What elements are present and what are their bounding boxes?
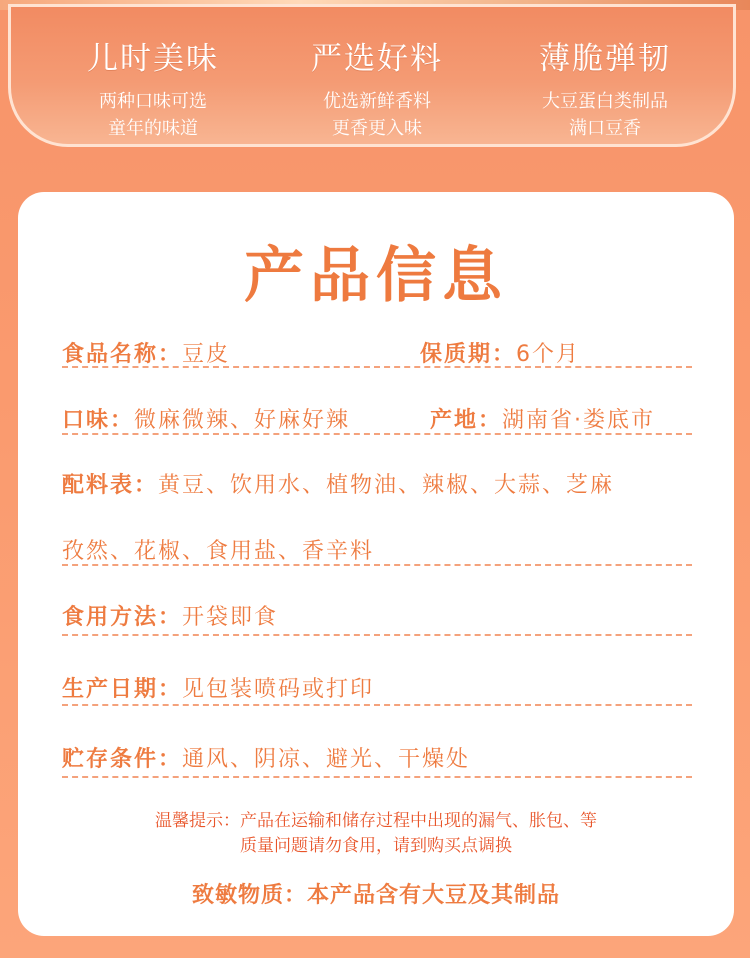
warm-tip-line-1: 温馨提示：产品在运输和储存过程中出现的漏气、胀包、等 (155, 811, 597, 831)
dashed-divider (62, 704, 692, 706)
flavor-label: 口味： (62, 408, 135, 433)
storage-value: 通风、阴凉、避光、干燥处 (182, 747, 471, 772)
feature-desc-line: 大豆蛋白类制品 (542, 91, 668, 112)
dashed-divider (62, 366, 692, 368)
shelf-life-label: 保质期： (420, 342, 517, 367)
food-name-field (62, 337, 230, 368)
feature-desc-line: 两种口味可选 (99, 91, 207, 112)
flavor-field (62, 403, 350, 434)
card-title: 产品信息 (244, 241, 508, 311)
feature-banner (8, 4, 736, 147)
feature-desc-line: 优选新鲜香料 (323, 91, 431, 112)
feature-thin-crispy (485, 7, 725, 142)
feature-desc-line: 更香更入味 (332, 118, 422, 139)
origin-field (430, 403, 655, 434)
ingredients-value: 黄豆、饮用水、植物油、辣椒、大蒜、芝麻 (158, 473, 615, 498)
feature-desc-line: 满口豆香 (569, 118, 641, 139)
feature-desc-line: 童年的味道 (108, 118, 198, 139)
product-info-card (18, 192, 734, 936)
production-date-label: 生产日期： (62, 677, 183, 702)
storage-label: 贮存条件： (62, 747, 183, 772)
origin-value: 湖南省·娄底市 (502, 408, 656, 433)
dashed-divider (62, 776, 692, 778)
flavor-value: 微麻微辣、好麻好辣 (134, 408, 351, 433)
food-name-label: 食品名称： (62, 342, 183, 367)
feature-selected-ingredients (257, 7, 497, 142)
production-date-value: 见包装喷码或打印 (182, 677, 375, 702)
shelf-life-field (420, 337, 580, 368)
dashed-divider (62, 433, 692, 435)
warm-tip-line-2: 质量问题请勿食用，请到购买点调换 (240, 836, 512, 856)
dashed-divider (62, 634, 692, 636)
usage-label: 食用方法： (62, 605, 183, 630)
ingredients-label: 配料表： (62, 473, 159, 498)
dashed-divider (62, 564, 692, 566)
origin-label: 产地： (430, 408, 503, 433)
food-name-value: 豆皮 (182, 342, 231, 367)
row-ingredients-cont (62, 534, 692, 565)
ingredients-value-cont: 孜然、花椒、食用盐、香辛料 (62, 539, 375, 564)
row-ingredients (62, 468, 692, 499)
shelf-life-value: 6个月 (516, 342, 581, 367)
feature-title: 严选好料 (311, 41, 443, 77)
row-usage (62, 600, 692, 631)
row-storage (62, 742, 692, 773)
allergen-notice: 致敏物质：本产品含有大豆及其制品 (191, 883, 560, 908)
row-production-date (62, 672, 692, 703)
feature-childhood-taste (33, 7, 273, 142)
usage-value: 开袋即食 (182, 605, 279, 630)
feature-title: 薄脆弹韧 (539, 41, 671, 77)
feature-title: 儿时美味 (87, 41, 219, 77)
